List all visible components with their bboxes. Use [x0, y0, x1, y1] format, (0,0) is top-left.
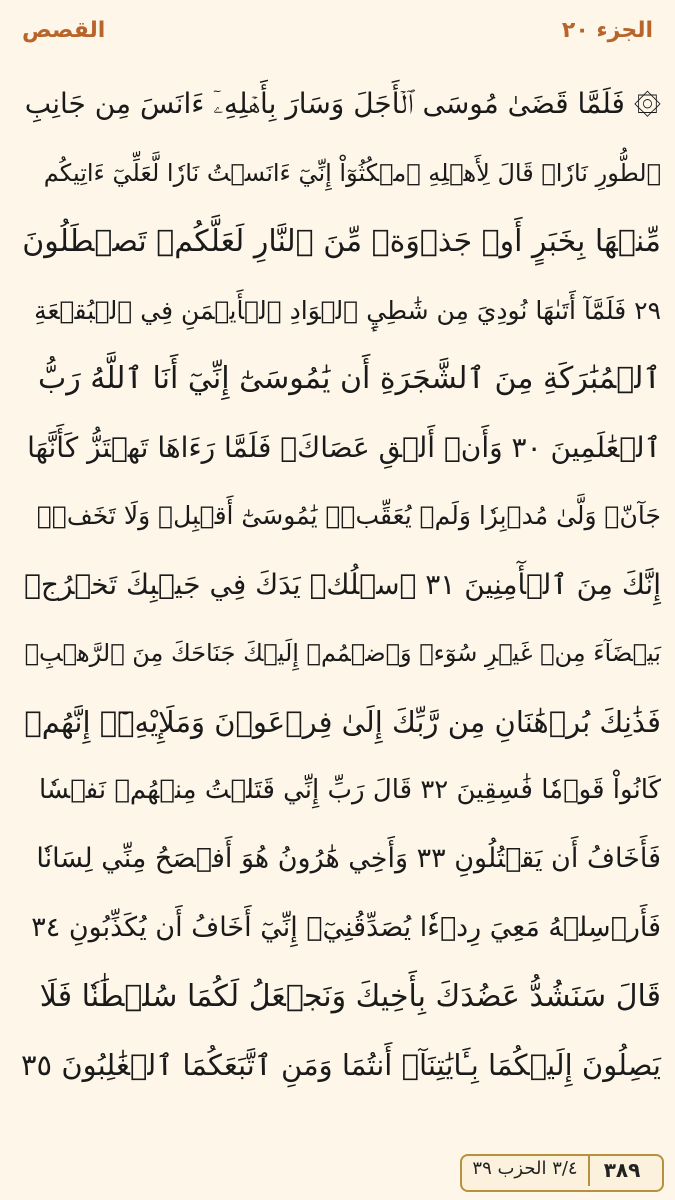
line-7: جَآنّٞ وَلَّىٰ مُدۡبِرٗا وَلَمۡ يُعَقِّبۡۚ يَٰمُوسَىٰٓ أَقۡبِلۡ وَلَا تَخَفۡۖ: [36, 501, 661, 531]
line-8: إِنَّكَ مِنَ ٱلۡأٓمِنِينَ ٣١ ٱسۡلُكۡ يَدَكَ فِي جَيۡبِكَ تَخۡرُجۡ: [24, 567, 661, 601]
text-line: [14, 550, 661, 619]
footer-divider: [588, 1156, 590, 1186]
line-6: ٱلۡعَٰلَمِينَ ٣٠ وَأَنۡ أَلۡقِ عَصَاكَۚ فَلَمَّا رَءَاهَا تَهۡتَزُّ كَأَنَّهَا: [27, 430, 661, 464]
line-12: فَأَخَافُ أَن يَقۡتُلُونِ ٣٣ وَأَخِي هَٰرُونُ هُوَ أَفۡصَحُ مِنِّي لِسَانٗا: [36, 843, 661, 875]
juz-label: الجزء ٢٠: [561, 18, 653, 43]
text-line: [14, 756, 661, 825]
line-5: ٱلۡمُبَٰرَكَةِ مِنَ ٱلشَّجَرَةِ أَن يَٰمُوسَىٰٓ إِنِّيٓ أَنَا ٱللَّهُ رَبُّ: [37, 361, 661, 397]
text-line: [14, 893, 661, 962]
line-15: يَصِلُونَ إِلَيۡكُمَا بِـَٔايَٰتِنَآۚ أَنتُمَا وَمَنِ ٱتَّبَعَكُمَا ٱلۡغَٰلِبُونَ ٣٥: [20, 1047, 661, 1082]
line-10: فَذَٰنِكَ بُرۡهَٰنَانِ مِن رَّبِّكَ إِلَىٰ فِرۡعَوۡنَ وَمَلَإِيْهِۦٓۚ إِنَّهُمۡ: [24, 704, 661, 739]
text-line: [14, 139, 661, 208]
line-1: ۞ فَلَمَّا قَضَىٰ مُوسَى ٱلۡأَجَلَ وَسَارَ بِأَهۡلِهِۦٓ ءَانَسَ مِن جَانِبِ: [24, 87, 661, 121]
text-line: [14, 825, 661, 894]
line-11: كَانُواْ قَوۡمٗا فَٰسِقِينَ ٣٢ قَالَ رَبِّ إِنِّي قَتَلۡتُ مِنۡهُمۡ نَفۡسٗا: [38, 775, 661, 806]
surah-name: القصص: [22, 18, 106, 43]
page-footer: [0, 1150, 675, 1200]
line-14: قَالَ سَنَشُدُّ عَضُدَكَ بِأَخِيكَ وَنَجۡعَلُ لَكُمَا سُلۡطَٰنٗا فَلَا: [39, 978, 661, 1014]
text-line: [14, 413, 661, 482]
hizb-label: ٣/٤ الحزب ٣٩: [472, 1158, 578, 1179]
line-2: ٱلطُّورِ نَارٗاۖ قَالَ لِأَهۡلِهِ ٱمۡكُثُوٓاْ إِنِّيٓ ءَانَسۡتُ نَارٗا لَّعَلِّيٓ ءَاتِيكُم: [43, 158, 661, 187]
text-line: [14, 619, 661, 688]
text-line: [14, 276, 661, 345]
quran-text: [14, 70, 661, 1099]
line-9: بَيۡضَآءَ مِنۡ غَيۡرِ سُوٓءٖ وَٱضۡمُمۡ إِلَيۡكَ جَنَاحَكَ مِنَ ٱلرَّهۡبِۖ: [24, 639, 661, 668]
line-4: ٢٩ فَلَمَّآ أَتَىٰهَا نُودِيَ مِن شَٰطِيِٕ ٱلۡوَادِ ٱلۡأَيۡمَنِ فِي ٱلۡبُقۡعَةِ: [34, 295, 661, 325]
text-line: [14, 962, 661, 1031]
text-line: [14, 687, 661, 756]
text-line: [14, 70, 661, 139]
page-header: [0, 0, 675, 60]
line-3: مِّنۡهَا بِخَبَرٍ أَوۡ جَذۡوَةٖ مِّنَ ٱلنَّارِ لَعَلَّكُمۡ تَصۡطَلُونَ: [22, 223, 661, 259]
text-line: [14, 344, 661, 413]
text-line: [14, 1030, 661, 1099]
line-13: فَأَرۡسِلۡهُ مَعِيَ رِدۡءٗا يُصَدِّقُنِيٓۖ إِنِّيٓ أَخَافُ أَن يُكَذِّبُونِ ٣٤: [31, 911, 661, 943]
page-number: ٣٨٩: [603, 1158, 641, 1182]
text-line: [14, 207, 661, 276]
text-line: [14, 482, 661, 551]
